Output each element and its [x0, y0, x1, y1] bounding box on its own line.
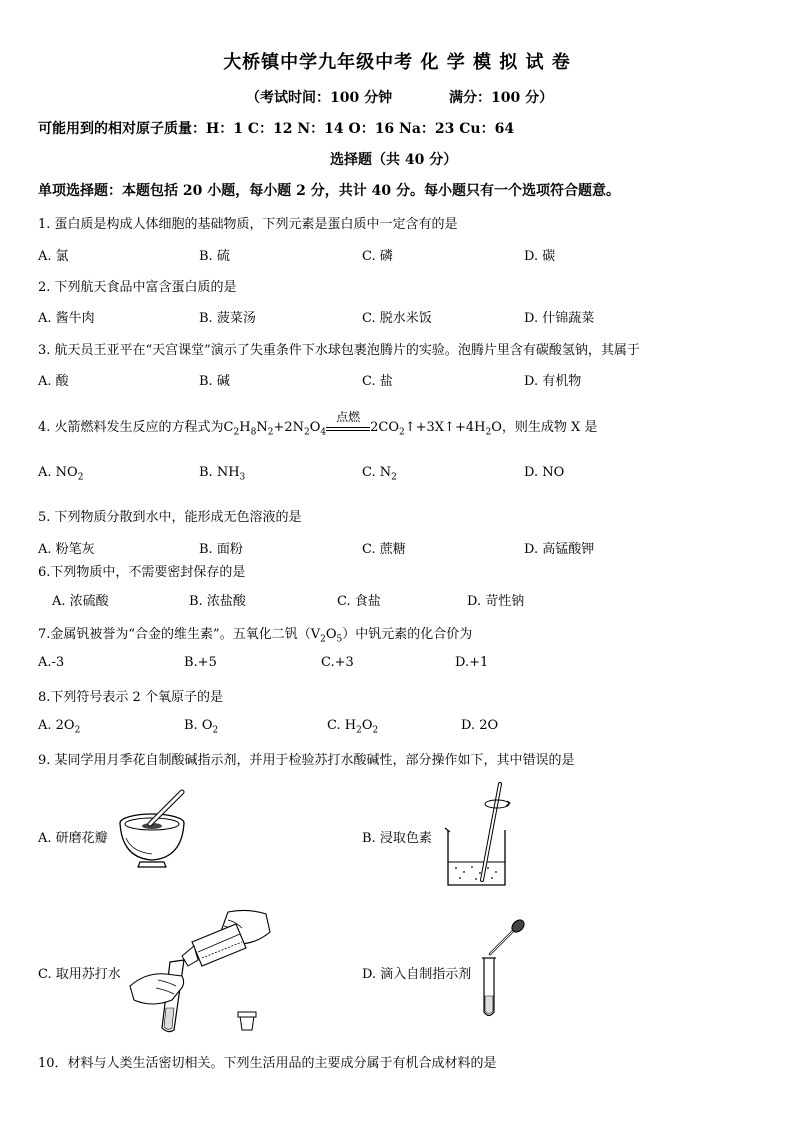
question-7-stem-prefix: 7.金属钒被誉为“合金的维生素”。五氧化二钒（V	[38, 627, 321, 642]
question-5-option-b[interactable]: B. 面粉	[199, 542, 243, 557]
reaction-condition: 点燃	[336, 409, 361, 424]
question-8-option-d[interactable]: D. 2O	[461, 718, 499, 733]
reaction-arrow	[326, 409, 370, 431]
question-1-option-d[interactable]: D. 碳	[524, 249, 556, 264]
question-5-option-d[interactable]: D. 高锰酸钾	[524, 542, 595, 557]
question-3-option-b[interactable]: B. 碱	[199, 374, 230, 389]
question-5-stem: 5. 下列物质分散到水中，能形成无色溶液的是	[38, 510, 302, 525]
question-9-option-c[interactable]: C. 取用苏打水	[38, 967, 121, 982]
section-heading: 选择题（共 40 分）	[330, 152, 458, 168]
question-9-option-d[interactable]: D. 滴入自制指示剂	[362, 967, 472, 982]
dropper-test-tube-figure	[470, 918, 530, 1020]
question-2-option-a[interactable]: A. 酱牛肉	[38, 311, 95, 326]
question-7-stem-suffix: ）中钒元素的化合价为	[342, 627, 473, 642]
question-8-option-c-text: C. H	[327, 718, 357, 733]
question-2-option-c[interactable]: C. 脱水米饭	[362, 311, 432, 326]
question-3-stem: 3. 航天员王亚平在“天宫课堂”演示了失重条件下水球包裹泡腾片的实验。泡腾片里含有碳酸氢钠，其属于	[38, 343, 640, 358]
exam-score: 满分：100 分）	[449, 90, 554, 106]
instruction: 单项选择题：本题包括 20 小题，每小题 2 分，共计 40 分。每小题只有一个选项符合题意。	[38, 183, 620, 199]
reaction-products: $2CO_2↑+3X↑+4H_2O$	[370, 420, 502, 438]
question-2-stem: 2. 下列航天食品中富含蛋白质的是	[38, 280, 237, 295]
question-4-option-a-text: A. NO	[38, 465, 78, 480]
question-4-stem-suffix: ，则生成物 X 是	[501, 420, 598, 435]
question-7-option-c[interactable]: C.+3	[321, 655, 354, 670]
question-9-option-b[interactable]: B. 浸取色素	[362, 831, 432, 846]
question-2-option-d[interactable]: D. 什锦蔬菜	[524, 311, 595, 326]
question-6-option-d[interactable]: D. 苛性钠	[467, 594, 525, 609]
question-3-option-a[interactable]: A. 酸	[38, 374, 69, 389]
question-1-option-b[interactable]: B. 硫	[199, 249, 230, 264]
question-8-option-b[interactable]: B. $O_2$	[184, 718, 219, 736]
question-4-option-a[interactable]: A. $NO_2$	[38, 465, 84, 483]
exam-title: 大桥镇中学九年级中考 化 学 模 拟 试 卷	[223, 52, 571, 73]
question-2-option-b[interactable]: B. 菠菜汤	[199, 311, 256, 326]
question-9-option-a[interactable]: A. 研磨花瓣	[38, 831, 108, 846]
question-5-option-c[interactable]: C. 蔗糖	[362, 542, 406, 557]
exam-time: （考试时间：100 分钟	[246, 90, 393, 106]
question-10-stem: 10．材料与人类生活密切相关。下列生活用品的主要成分属于有机合成材料的是	[38, 1056, 497, 1071]
question-8-option-c[interactable]: C. $H_2O_2$	[327, 718, 379, 736]
question-4-option-b-text: B. NH	[199, 465, 240, 480]
question-1-stem: 1. 蛋白质是构成人体细胞的基础物质，下列元素是蛋白质中一定含有的是	[38, 217, 458, 232]
question-5-option-a[interactable]: A. 粉笔灰	[38, 542, 95, 557]
question-8-stem: 8.下列符号表示 2 个氧原子的是	[38, 690, 223, 705]
question-6-option-b[interactable]: B. 浓盐酸	[189, 594, 246, 609]
question-1-option-c[interactable]: C. 磷	[362, 249, 393, 264]
question-6-stem: 6.下列物质中，不需要密封保存的是	[38, 565, 246, 580]
question-4-stem	[38, 409, 598, 438]
question-7-option-b[interactable]: B.+5	[184, 655, 217, 670]
question-6-option-c[interactable]: C. 食盐	[337, 594, 381, 609]
question-8-option-b-text: B. O	[184, 718, 213, 733]
pouring-liquid-figure	[128, 904, 278, 1034]
question-1-option-a[interactable]: A. 氯	[38, 249, 69, 264]
beaker-glass-rod-figure	[440, 780, 520, 890]
mortar-pestle-figure	[112, 788, 194, 870]
question-4-option-b[interactable]: B. $NH_3$	[199, 465, 246, 483]
question-9-stem: 9. 某同学用月季花自制酸碱指示剂，并用于检验苏打水酸碱性，部分操作如下，其中错误的是	[38, 753, 575, 768]
question-7-option-d[interactable]: D.+1	[455, 655, 489, 670]
question-3-option-c[interactable]: C. 盐	[362, 374, 393, 389]
question-3-option-d[interactable]: D. 有机物	[524, 374, 582, 389]
question-4-option-d[interactable]: D. NO	[524, 465, 565, 480]
question-6-option-a[interactable]: A. 浓硫酸	[52, 594, 109, 609]
atomic-masses: 可能用到的相对原子质量：H：1 C：12 N：14 O：16 Na：23 Cu：64	[38, 121, 515, 137]
question-8-option-a[interactable]: A. $2O_2$	[38, 718, 81, 736]
question-7-stem: 7.金属钒被誉为“合金的维生素”。五氧化二钒$(V_2O_5)$中钒元素的化合价为	[38, 627, 473, 645]
question-8-option-a-text: A. 2O	[38, 718, 75, 733]
question-7-option-a[interactable]: A.-3	[38, 655, 65, 670]
reaction-reactants: $C_2H_8N_2+2N_2O_4$	[223, 420, 327, 438]
question-4-stem-prefix: 4. 火箭燃料发生反应的方程式为	[38, 420, 224, 435]
question-4-option-c-text: C. N	[362, 465, 392, 480]
question-4-option-c[interactable]: C. $N_2$	[362, 465, 397, 483]
